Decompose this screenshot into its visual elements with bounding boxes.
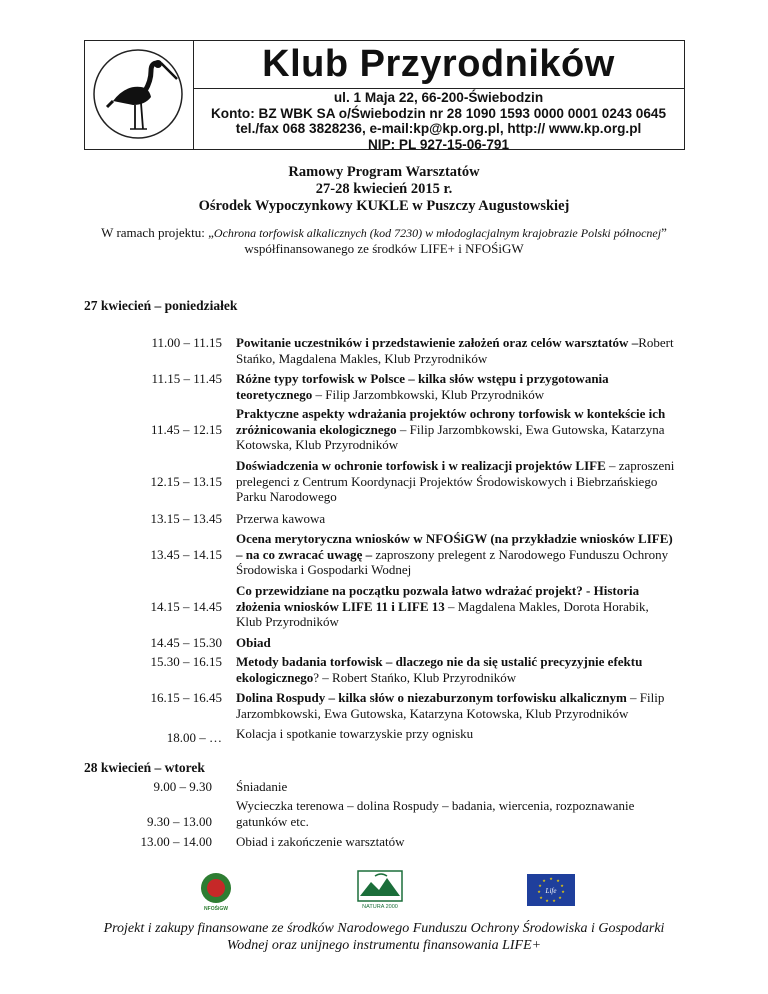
schedule-time: 9.00 – 9.30 [153,779,212,794]
schedule-description [236,654,676,685]
org-contact [193,88,684,152]
footer-line2: Wodnej oraz unijnego instrumentu finansowania LIFE+ [226,938,542,953]
project-funding: współfinansowanego ze środków LIFE+ i NFOŚiGW [244,241,524,256]
nfosigw-label: NFOŚiGW [204,906,228,912]
schedule-time: 13.15 – 13.45 [150,511,222,526]
schedule-description [236,834,676,850]
schedule-time: 11.45 – 12.15 [150,422,222,437]
schedule-description [236,335,676,366]
session-detail: zaproszony prelegent z Narodowego Funduszu Ochrony Środowiska i Gospodarki Wodnej [236,546,669,577]
footer-line1: Projekt i zakupy finansowane ze środków Narodowego Funduszu Ochrony Środowiska i Gospodarki [103,921,665,936]
stork-icon [85,41,191,147]
svg-text:★: ★ [545,898,549,903]
session-title: Doświadczenia w ochronie torfowisk i w realizacji projektów LIFE [236,458,606,473]
session-detail: Kolacja i spotkanie towarzyskie przy ognisku [236,726,474,741]
session-detail: Przerwa kawowa [236,511,326,526]
session-detail: – Filip Jarzombkowski, Klub Przyrodników [312,386,545,402]
schedule-description [236,798,676,829]
schedule-description [236,726,676,742]
schedule-description [236,690,676,721]
natura-label: NATURA 2000 [362,904,398,910]
svg-text:★: ★ [560,883,564,888]
svg-text:★: ★ [538,883,542,888]
day1-heading: 27 kwiecień – poniedziałek [84,298,238,313]
session-detail: – Magdalena Makles, Dorota Horabik, Klub Przyrodników [236,598,649,629]
session-title: Dolina Rospudy – kilka słów o niezaburzonym torfowisku alkalicznym [236,690,627,705]
program-heading [0,164,768,215]
program-dates: 27-28 kwiecień 2015 r. [315,181,453,197]
schedule-time: 12.15 – 13.15 [150,474,222,489]
svg-text:★: ★ [539,895,543,900]
org-name: Klub Przyrodników [193,41,684,89]
svg-text:★: ★ [556,878,560,883]
schedule-description [236,371,676,402]
svg-text:★: ★ [537,889,541,894]
schedule-time: 18.00 – … [166,730,222,745]
schedule-time: 11.15 – 11.45 [151,371,222,386]
life-label: Life [545,887,557,895]
project-info [0,225,768,257]
footer-note [0,920,768,954]
program-title: Ramowy Program Warsztatów [288,164,480,180]
session-detail: – zaproszeni prelegenci z Centrum Koordynacji Projektów Środowiskowych i Biebrzańskiego Parku Narodowego [236,458,675,504]
letterhead [84,40,685,150]
session-title: Co przewidziane na początku pozwala łatwo wdrażać projekt? - Historia złożenia wniosków LIFE 11 i LIFE 13 [236,583,640,614]
nfosigw-logo [196,870,236,914]
session-detail: ? – Robert Stańko, Klub Przyrodników [313,669,517,685]
address: ul. 1 Maja 22, 66-200-Świebodzin [333,90,544,105]
day2-heading: 28 kwiecień – wtorek [84,760,205,775]
svg-text:★: ★ [549,876,553,881]
session-title: Powitanie uczestników i przedstawienie założeń oraz celów warsztatów – [236,335,639,350]
schedule-description [236,511,676,527]
session-detail: – Filip Jarzombkowski, Ewa Gutowska, Katarzyna Kotowska, Klub Przyrodników [236,421,665,452]
session-title: Metody badania torfowisk – dlaczego nie da się ustalić precyzyjnie efektu ekologicznego [236,654,643,685]
session-title: Ocena merytoryczna wniosków w NFOŚiGW (na przykładzie wniosków LIFE) – na co zwracać uwagę – [236,531,673,562]
project-prefix: W ramach projektu: „ [101,225,214,240]
schedule-time: 16.15 – 16.45 [150,690,222,705]
svg-text:★: ★ [561,889,565,894]
schedule-time: 14.45 – 15.30 [150,635,222,650]
schedule-description [236,779,676,795]
session-detail: Śniadanie [236,779,288,794]
session-detail: Wycieczka terenowa – dolina Rospudy – badania, wiercenia, rozpoznawanie gatunków etc. [236,798,635,829]
natura-2000-logo [357,870,403,910]
sponsor-logos [0,870,768,910]
phone-email-web: tel./fax 068 3828236, e-mail:kp@kp.org.pl, http:// www.kp.org.pl [235,121,642,136]
schedule-description [236,583,676,630]
bank-account: Konto: BZ WBK SA o/Świebodzin nr 28 1090 1593 0000 0001 0243 0645 [210,105,667,121]
project-name: Ochrona torfowisk alkalicznych (kod 7230) w młodoglacjalnym krajobrazie Polski północnej [213,226,662,240]
schedule-description [236,458,676,505]
svg-text:★: ★ [542,878,546,883]
eu-life-logo [527,874,575,906]
schedule-time: 9.30 – 13.00 [147,814,212,829]
schedule-time: 13.45 – 14.15 [150,547,222,562]
session-title: Różne typy torfowisk w Polsce – kilka słów wstępu i przygotowania teoretycznego [236,371,609,402]
tax-id: NIP: PL 927-15-06-791 [367,136,510,152]
session-title: Praktyczne aspekty wdrażania projektów ochrony torfowisk w kontekście ich zróżnicowania ekologicznego [236,406,666,437]
session-detail: – Filip Jarzombkowski, Ewa Gutowska, Katarzyna Kotowska, Klub Przyrodników [236,690,665,721]
svg-text:★: ★ [558,895,562,900]
schedule-time: 14.15 – 14.45 [150,599,222,614]
program-venue: Ośrodek Wypoczynkowy KUKLE w Puszczy Augustowskiej [198,198,570,214]
schedule-description [236,531,676,578]
session-title: Obiad [236,635,271,650]
schedule-description [236,406,676,453]
schedule-time: 11.00 – 11.15 [151,335,222,350]
schedule-time: 13.00 – 14.00 [140,834,212,849]
session-detail: Robert Stańko, Magdalena Makles, Klub Przyrodników [236,335,674,366]
svg-text:★: ★ [552,898,556,903]
project-suffix: ” [661,225,667,240]
schedule-description [236,635,676,651]
session-detail: Obiad i zakończenie warsztatów [236,834,405,849]
stork-logo [85,41,194,149]
schedule-time: 15.30 – 16.15 [150,654,222,669]
